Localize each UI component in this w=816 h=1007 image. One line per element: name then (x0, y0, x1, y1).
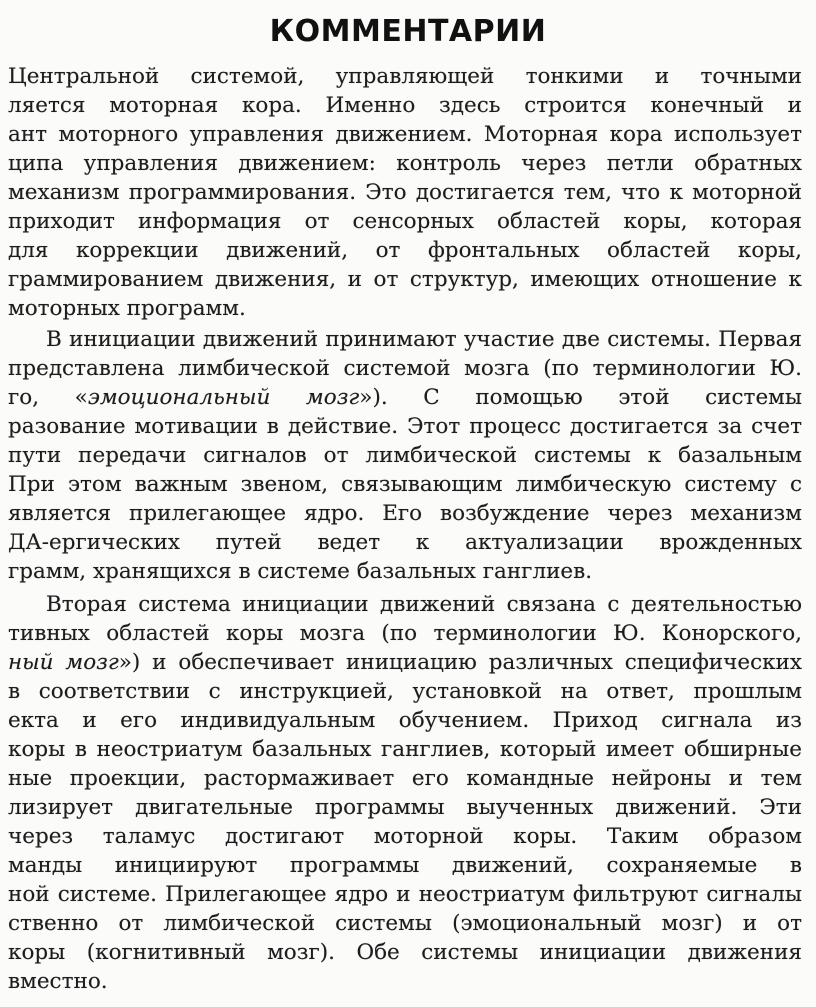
page-title: КОММЕНТАРИИ (269, 14, 547, 49)
text-line: ляется моторная кора. Именно здесь строится конечный и (8, 93, 802, 118)
text-line: го, «эмоциональный мозг»). С помощью этой системы (8, 385, 802, 410)
text-line: екта и его индивидуальным обучением. Приход сигнала из (8, 708, 802, 733)
text-line: ной системе. Прилегающее ядро и неостриатум фильтруют сигналы (8, 882, 802, 907)
text-line: Вторая система инициации движений связана с деятельностью (46, 592, 802, 617)
text-line: разование мотивации в действие. Этот процесс достигается за счет (8, 414, 802, 439)
text-line: коры в неостриатум базальных ганглиев, который имеет обширные (8, 737, 802, 762)
text-line: представлена лимбической системой мозга (по терминологии Ю. (8, 356, 802, 381)
text-line: моторных программ. (8, 296, 246, 321)
text-line: ант моторного управления движением. Моторная кора использует (8, 122, 802, 147)
text-line: граммированием движения, и от структур, имеющих отношение к (8, 267, 802, 292)
text-line: в соответствии с инструкцией, установкой на ответ, прошлым (8, 679, 802, 704)
text-line: ципа управления движением: контроль через петли обратных (8, 151, 802, 176)
text-line: тивных областей коры мозга (по терминологии Ю. Конорского, (8, 621, 802, 646)
text-line: ДА-ергических путей ведет к актуализации врожденных (8, 530, 802, 555)
text-line: ственно от лимбической системы (эмоциональный мозг) и от (8, 911, 802, 936)
text-line: вместно. (8, 969, 108, 994)
text-line: через таламус достигают моторной коры. Таким образом (8, 824, 802, 849)
text-line: коры (когнитивный мозг). Обе системы инициации движения (8, 940, 802, 965)
text-line: манды инициируют программы движений, сохраняемые в (8, 853, 802, 878)
text-line: Центральной системой, управляющей тонкими и точными (8, 64, 802, 89)
text-line: грамм, хранящихся в системе базальных ганглиев. (8, 559, 593, 584)
text-line: ные проекции, растормаживает его командные нейроны и тем (8, 766, 802, 791)
text-line: является прилегающее ядро. Его возбуждение через механизм (8, 501, 802, 526)
text-line: приходит информация от сенсорных областей коры, которая (8, 209, 802, 234)
text-line: ный мозг») и обеспечивает инициацию различных специфических (8, 650, 802, 675)
text-line: В инициации движений принимают участие две системы. Первая (46, 327, 802, 352)
text-line: лизирует двигательные программы выученных движений. Эти (8, 795, 802, 820)
text-line: При этом важным звеном, связывающим лимбическую систему с (8, 472, 802, 497)
text-line: пути передачи сигналов от лимбической системы к базальным (8, 443, 802, 468)
text-line: механизм программирования. Это достигается тем, что к моторной (8, 180, 802, 205)
text-line: для коррекции движений, от фронтальных областей коры, (8, 238, 802, 263)
